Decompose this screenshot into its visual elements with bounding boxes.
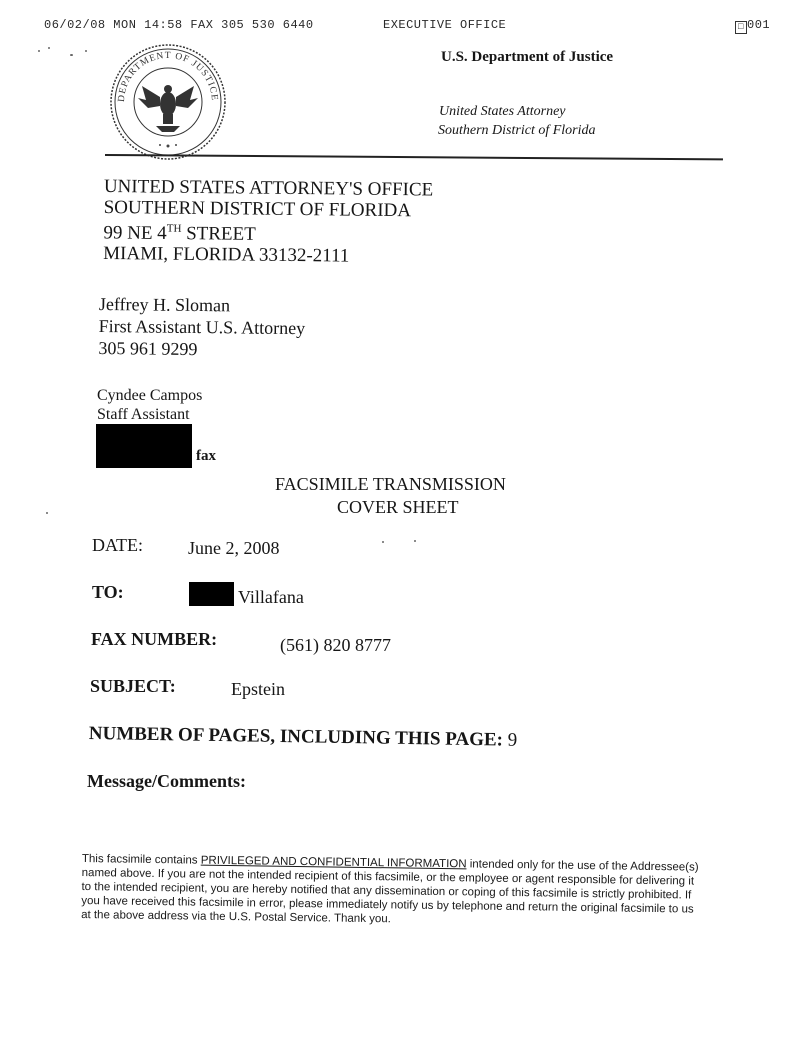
address-line-4: MIAMI, FLORIDA 33132-2111 xyxy=(103,243,350,267)
sender-title: First Assistant U.S. Attorney xyxy=(98,315,306,339)
pages-line xyxy=(89,723,518,752)
fax-timestamp: 06/02/08 MON 14:58 FAX 305 530 6440 xyxy=(44,18,314,32)
staff-name: Cyndee Campos xyxy=(97,387,203,404)
office-line-1: United States Attorney xyxy=(439,104,566,119)
cover-title-line-1: FACSIMILE TRANSMISSION xyxy=(275,474,506,494)
department-of-justice-seal xyxy=(108,42,228,162)
staff-title: Staff Assistant xyxy=(97,406,190,423)
fax-page-number: □ 001 xyxy=(735,18,770,34)
date-value: June 2, 2008 xyxy=(188,538,280,558)
staff-block xyxy=(97,386,202,424)
message-comments-label: Message/Comments: xyxy=(87,771,246,791)
sender-phone: 305 961 9299 xyxy=(98,337,198,360)
pages-value: 9 xyxy=(507,729,518,751)
to-value: Villafana xyxy=(238,587,304,607)
to-label: TO: xyxy=(92,582,124,602)
department-name: U.S. Department of Justice xyxy=(441,49,614,65)
office-line-2: Southern District of Florida xyxy=(438,123,596,138)
subject-label: SUBJECT: xyxy=(90,676,176,696)
confidentiality-disclaimer: This facsimile contains PRIVILEGED AND CONFIDENTIAL INFORMATION intended only for the use of the Addressee(s) named above. If you are not the intended recipient of this facsimile, or the employee or agent responsible for delivering it to the intended recipient, you are hereby notified that any dissemination or coping of this facsimile is strictly prohibited. If you have received this facsimile in error, please immediately notify us by telephone and return the original facsimile to us at the above address via the U.S. Postal Service. Thank you. xyxy=(81,852,699,926)
pages-label: NUMBER OF PAGES, INCLUDING THIS PAGE: xyxy=(88,723,504,751)
fax-header-office: EXECUTIVE OFFICE xyxy=(383,18,507,32)
fax-page-icon: □ xyxy=(735,21,747,34)
redaction-box xyxy=(96,424,192,468)
fax-number-value: (561) 820 8777 xyxy=(280,635,391,655)
eagle-icon xyxy=(138,85,198,132)
date-label: DATE: xyxy=(92,535,143,555)
confidential-notice: PRIVILEGED AND CONFIDENTIAL INFORMATION xyxy=(200,854,467,871)
recipient-redaction xyxy=(189,582,234,606)
seal-text: DEPARTMENT OF JUSTICE xyxy=(116,50,220,103)
cover-title-line-2: COVER SHEET xyxy=(337,497,459,517)
address-line-2: SOUTHERN DISTRICT OF FLORIDA xyxy=(103,196,412,222)
sender-block xyxy=(98,293,305,361)
fax-number-label: FAX NUMBER: xyxy=(91,629,218,649)
address-line-1: UNITED STATES ATTORNEY'S OFFICE xyxy=(103,176,434,201)
subject-value: Epstein xyxy=(231,679,285,699)
office-address xyxy=(103,176,433,268)
staff-fax-label: fax xyxy=(196,448,216,464)
address-line-3: 99 NE 4TH STREET xyxy=(103,222,256,245)
sender-name: Jeffrey H. Sloman xyxy=(98,293,231,316)
